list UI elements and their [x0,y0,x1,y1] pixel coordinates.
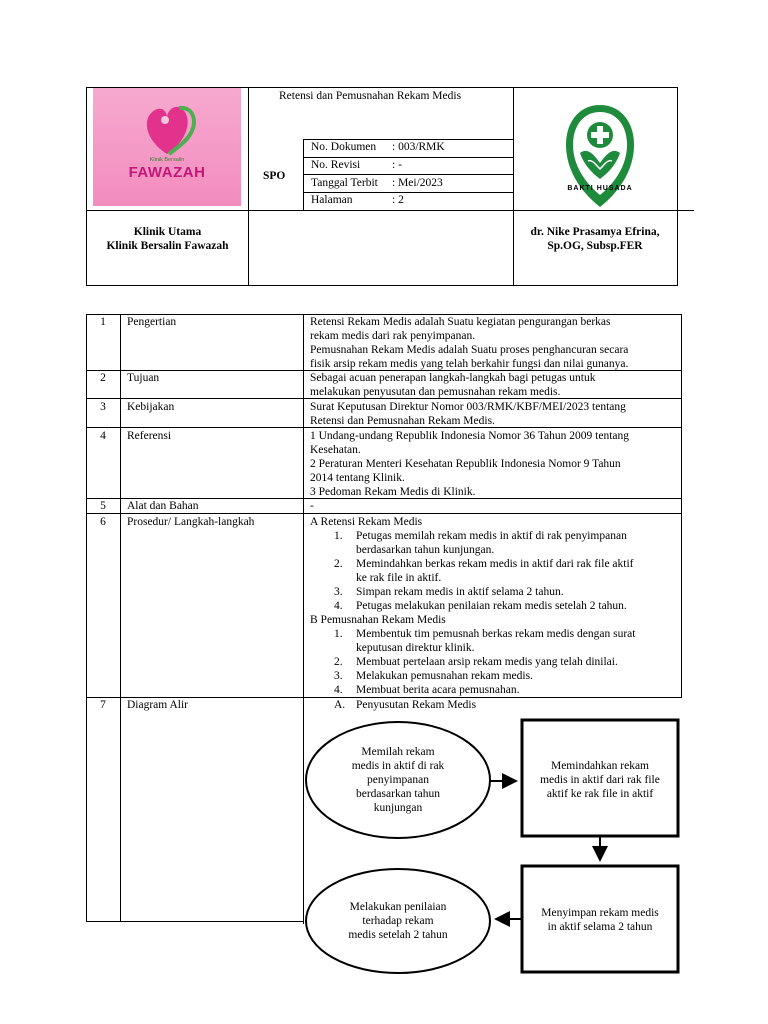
field-label-no-dokumen: No. Dokumen [311,141,377,153]
row-text-line: fisik arsip rekam medis yang telah berkahir fungsi dan nilai gunanya. [310,358,629,370]
section-heading-b: B Pemusnahan Rekam Medis [310,614,446,626]
row-text-line: Retensi Rekam Medis adalah Suatu kegiatan pengurangan berkas [310,316,611,328]
clinic-name-line2: Klinik Bersalin Fawazah [106,240,229,252]
row-text-line: Sebagai acuan penerapan langkah-langkah bagi petugas untuk [310,372,596,384]
row-label: Prosedur/ Langkah-langkah [127,516,255,528]
flow-node-4-text: Melakukan penilaian terhadap rekam medis setelah 2 tahun [348,901,448,941]
row-number: 1 [100,316,106,328]
logo-name: FAWAZAH [128,164,206,181]
row-number: 5 [100,500,106,512]
row-text-line: Surat Keputusan Direktur Nomor 003/RMK/KBF/MEI/2023 tentang [310,401,626,413]
field-label-no-revisi: No. Revisi [311,159,361,171]
row-label: Pengertian [127,316,177,328]
list-item: 3. Melakukan pemusnahan rekam medis. [334,670,533,682]
field-value-no-dokumen: : 003/RMK [392,141,445,153]
logo-tagline: Klinik Bersalin [149,157,185,163]
field-label-tanggal-terbit: Tanggal Terbit [311,177,378,189]
document-title: Retensi dan Pemusnahan Rekam Medis [279,90,462,102]
row-text-line: Pemusnahan Rekam Medis adalah Suatu proses penghancuran secara [310,344,629,356]
row-text-line: melakukan penyusutan dan pemusnahan rekam medis. [310,386,561,398]
list-item: 2. Memindahkan berkas rekam medis in aktif dari rak file aktif ke rak file in aktif. [334,558,634,584]
list-item: 3. Simpan rekam medis in aktif selama 2 tahun. [334,586,564,598]
list-item: 4. Membuat berita acara pemusnahan. [334,684,520,696]
spo-label: SPO [263,170,286,182]
row-text-line: Kesehatan. [310,444,361,456]
field-value-no-revisi: : - [392,159,402,171]
row-text-line: 2014 tentang Klinik. [310,472,405,484]
signer-name-line2: Sp.OG, Subsp.FER [547,240,643,252]
row-number: 4 [100,430,106,442]
flow-node-2-text: Memindahkan rekam medis in aktif dari rak file aktif ke rak file in aktif [540,760,660,800]
field-label-halaman: Halaman [311,194,353,206]
row-text-line: 1 Undang-undang Republik Indonesia Nomor 36 Tahun 2009 tentang [310,430,630,442]
row-label: Referensi [127,430,172,442]
field-value-halaman: : 2 [392,194,404,206]
signer-name-line1: dr. Nike Prasamya Efrina, [530,226,660,238]
row-label: Tujuan [127,372,160,384]
flow-node-1-text: Memilah rekam medis in aktif di rak penyimpanan berdasarkan tahun kunjungan [351,746,445,814]
row-number: 7 [100,699,106,711]
list-item: 1. Membentuk tim pemusnah berkas rekam medis dengan surat keputusan direktur klinik. [334,628,636,654]
clinic-name-line1: Klinik Utama [133,226,202,238]
bakti-husada-text: BAKTI HUSADA [567,185,633,192]
row-text-line: rekam medis dari rak penyimpanan. [310,330,476,342]
row-number: 6 [100,516,106,528]
flow-sub-title: Penyusutan Rekam Medis [356,699,477,711]
field-value-tanggal-terbit: : Mei/2023 [392,177,443,189]
row-label: Diagram Alir [127,699,188,711]
flow-sub-number: A. [334,699,346,711]
row-text-line: - [310,500,314,512]
row-label: Kebijakan [127,401,175,413]
flow-node-3-text: Menyimpan rekam medis in aktif selama 2 tahun [541,907,659,933]
row-number: 3 [100,401,106,413]
row-number: 2 [100,372,106,384]
section-heading-a: A Retensi Rekam Medis [310,516,423,528]
row-text-line: 3 Pedoman Rekam Medis di Klinik. [310,486,476,498]
list-item: 4. Petugas melakukan penilaian rekam medis setelah 2 tahun. [334,600,627,612]
row-text-line: 2 Peraturan Menteri Kesehatan Republik Indonesia Nomor 9 Tahun [310,458,621,470]
row-label: Alat dan Bahan [127,500,199,512]
list-item: 2. Membuat pertelaan arsip rekam medis yang telah dinilai. [334,656,618,668]
row-text-line: Retensi dan Pemusnahan Rekam Medis. [310,415,495,427]
list-item: 1. Petugas memilah rekam medis in aktif di rak penyimpanan berdasarkan tahun kunjungan. [334,530,627,556]
